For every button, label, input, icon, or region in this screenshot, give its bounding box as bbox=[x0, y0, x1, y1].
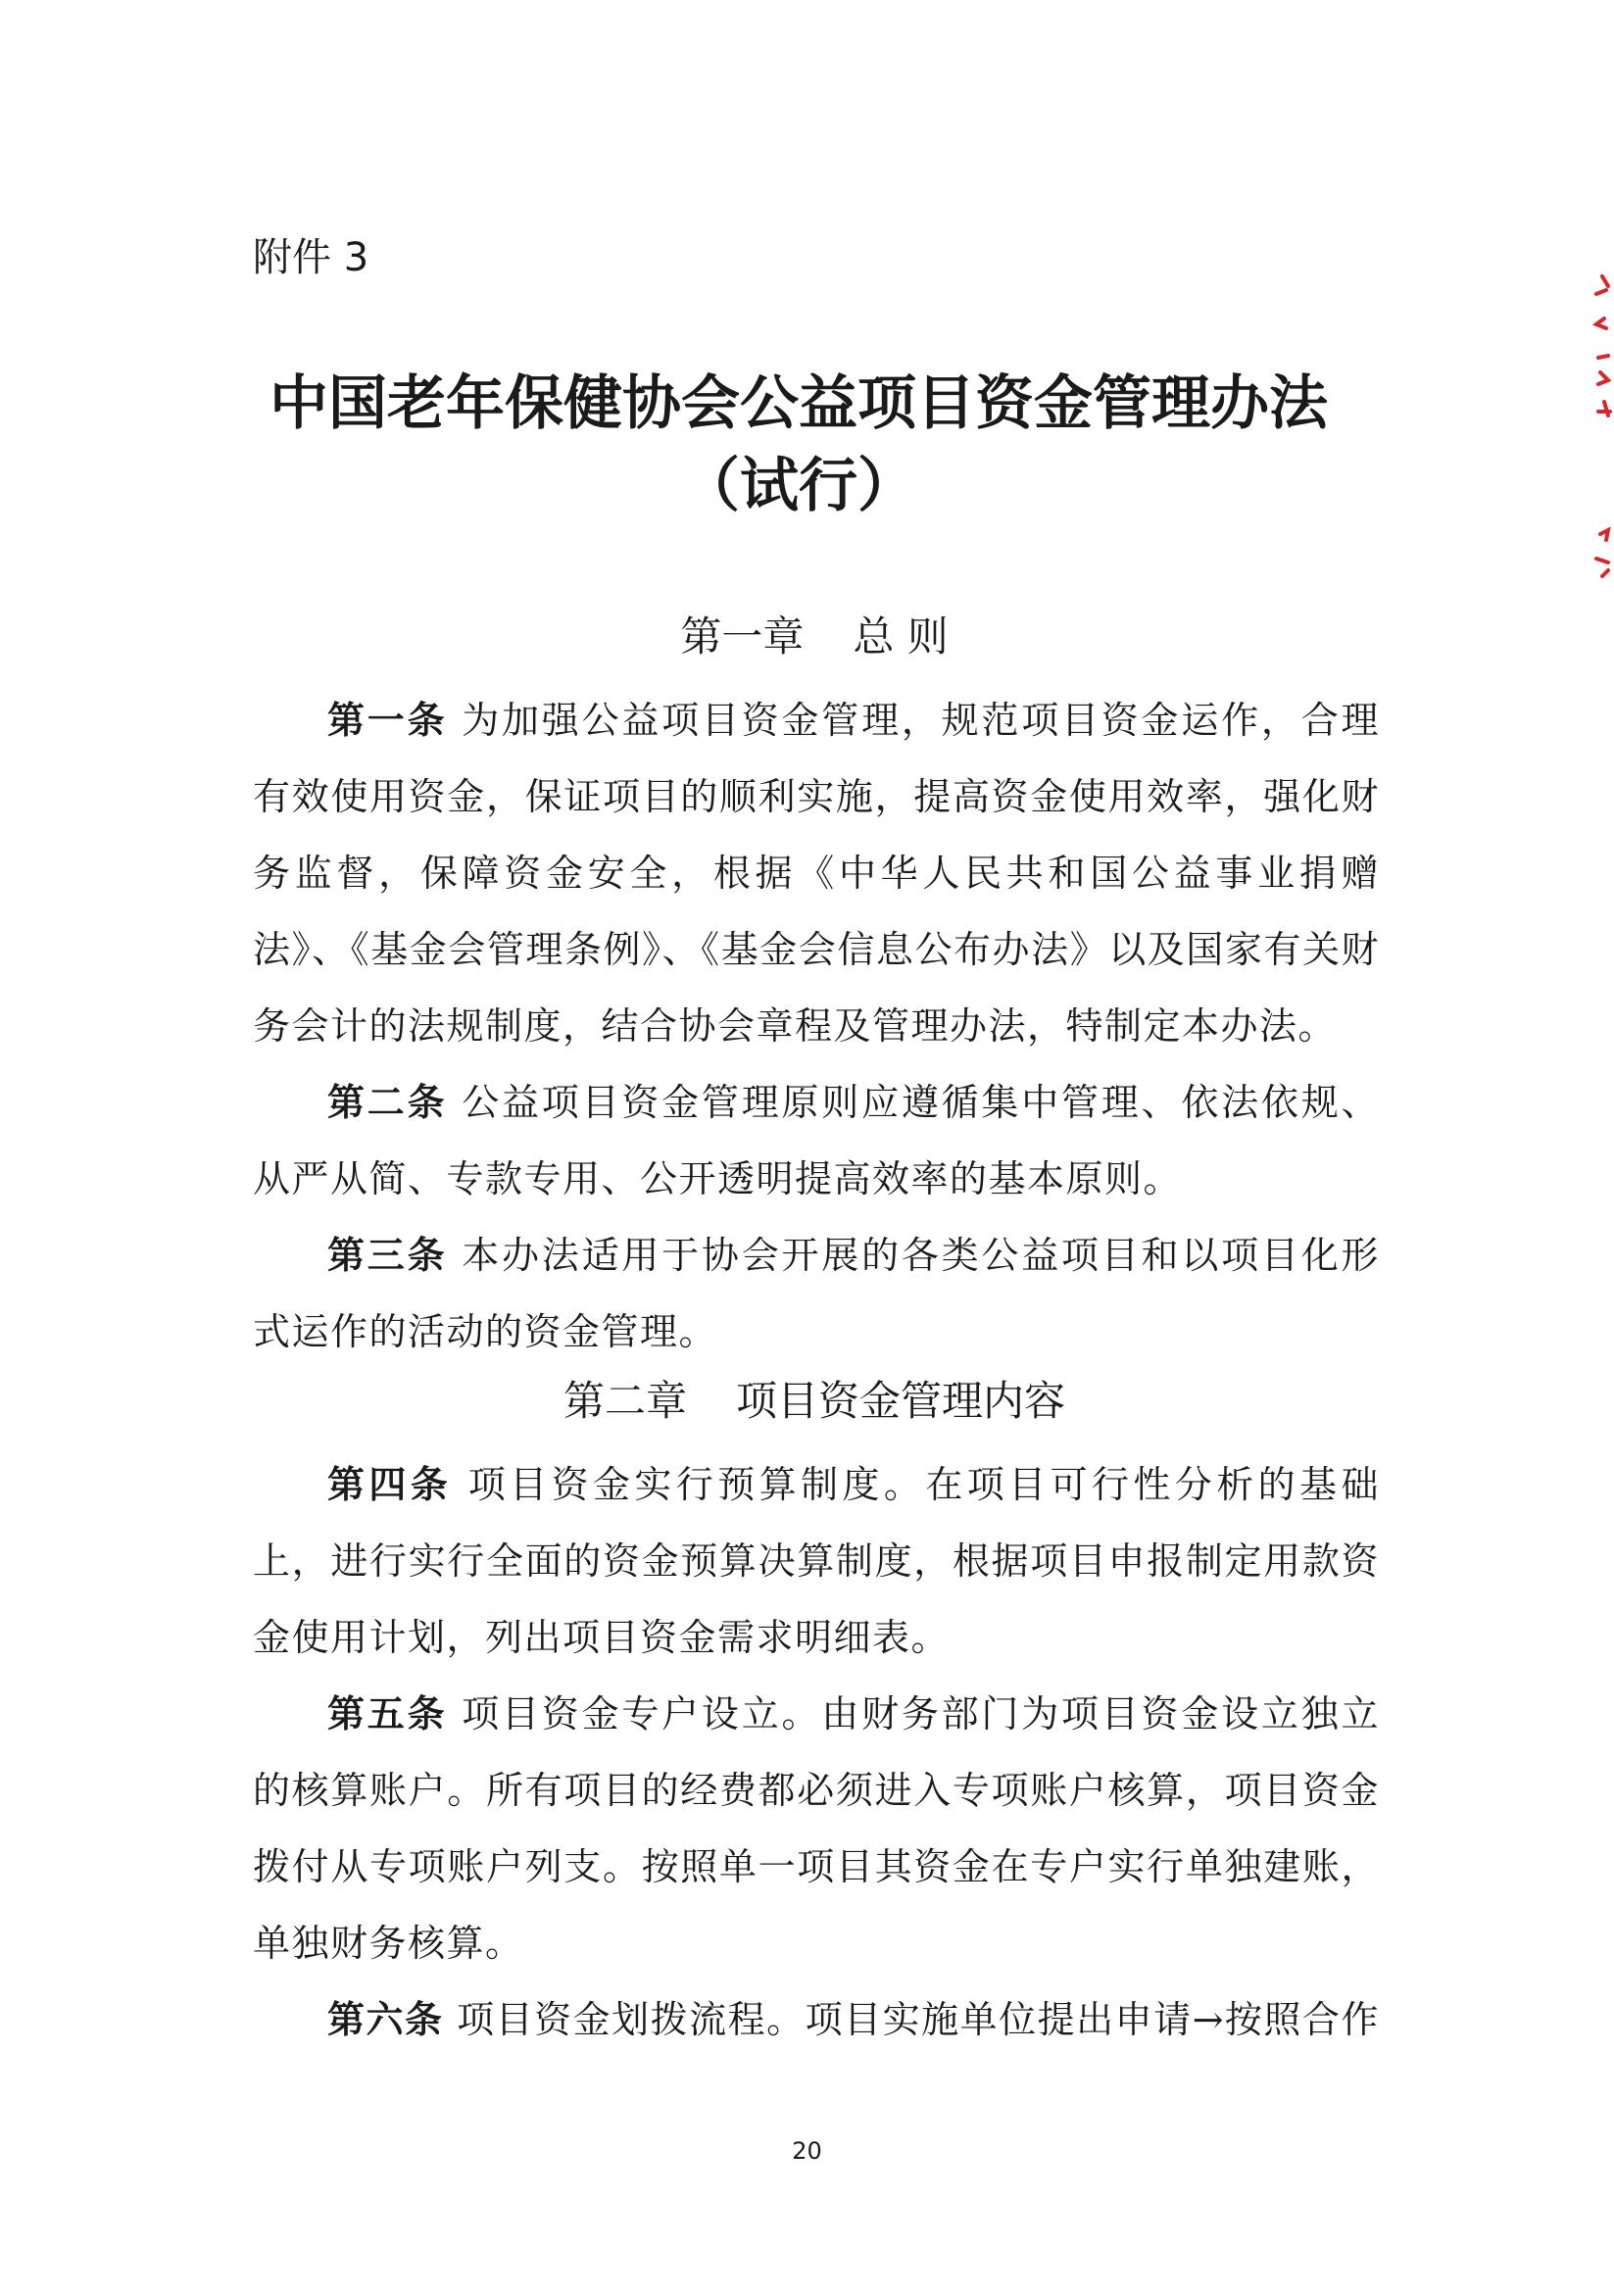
chapter-name: 项目资金管理内容 bbox=[736, 1377, 1066, 1425]
article-label: 第一条 bbox=[327, 699, 448, 742]
article-label: 第三条 bbox=[327, 1234, 448, 1277]
document-title: 中国老年保健协会公益项目资金管理办法 bbox=[269, 369, 1328, 438]
article-text: 为加强公益项目资金管理，规范项目资金运作，合理有效使用资金，保证项目的顺利实施，提高资金使用效率，强化财务监督，保障资金安全，根据《中华人民共和国公益事业捐赠法》、《基金会管理条例》、《基金会信息公布办法》以及国家有关财务会计的法规制度，结合协会章程及管理办法，特制定本办法。 bbox=[253, 699, 1380, 1048]
seal-stamp-fragment-icon bbox=[1575, 265, 1614, 608]
article-paragraph bbox=[253, 1064, 1380, 1217]
chapter-name: 总 则 bbox=[853, 612, 949, 660]
article-text: 项目资金专户设立。由财务部门为项目资金设立独立的核算账户。所有项目的经费都必须进入专项账户核算，项目资金拨付从专项账户列支。按照单一项目其资金在专户实行单独建账，单独财务核算。 bbox=[253, 1692, 1380, 1965]
chapter-number: 第一章 bbox=[680, 612, 805, 660]
article-paragraph bbox=[253, 682, 1380, 1064]
chapter-heading-1 bbox=[253, 608, 1376, 666]
page-number: 20 bbox=[792, 2137, 822, 2165]
chapter-number: 第二章 bbox=[562, 1377, 687, 1425]
article-paragraph bbox=[253, 1676, 1380, 1981]
article-text: 项目资金划拨流程。项目实施单位提出申请→按照合作 bbox=[443, 1998, 1380, 2041]
article-label: 第二条 bbox=[327, 1081, 448, 1124]
article-text: 本办法适用于协会开展的各类公益项目和以项目化形式运作的活动的资金管理。 bbox=[253, 1234, 1380, 1353]
article-text: 项目资金实行预算制度。在项目可行性分析的基础上，进行实行全面的资金预算决算制度，根据项目申报制定用款资金使用计划，列出项目资金需求明细表。 bbox=[253, 1463, 1380, 1659]
article-paragraph bbox=[253, 1981, 1380, 2058]
article-label: 第六条 bbox=[327, 1998, 444, 2041]
article-text: 公益项目资金管理原则应遵循集中管理、依法依规、从严从简、专款专用、公开透明提高效率的基本原则。 bbox=[253, 1081, 1380, 1200]
article-paragraph bbox=[253, 1217, 1380, 1370]
article-label: 第四条 bbox=[327, 1463, 453, 1506]
chapter-heading-2 bbox=[253, 1372, 1376, 1431]
article-paragraph bbox=[253, 1446, 1380, 1676]
attachment-label: 附件 3 bbox=[253, 235, 369, 280]
document-subtitle: （试行） bbox=[681, 452, 916, 520]
article-label: 第五条 bbox=[327, 1692, 448, 1735]
